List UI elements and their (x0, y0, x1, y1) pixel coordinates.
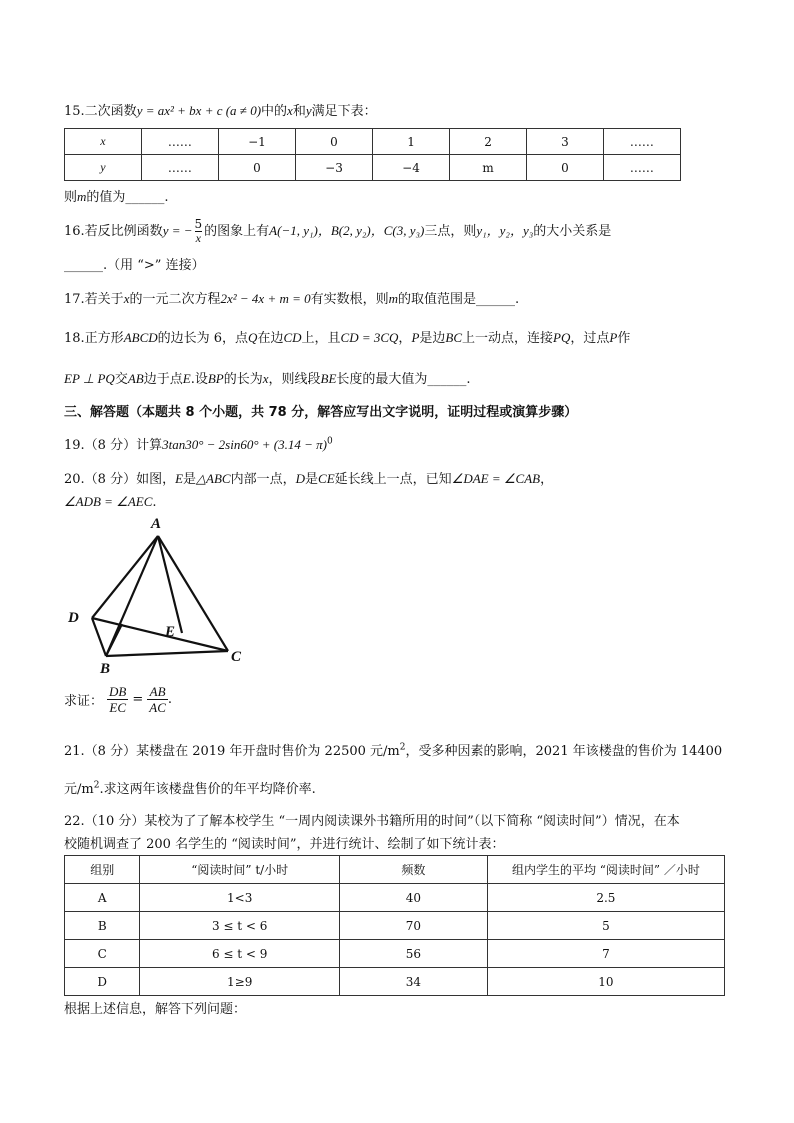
table-cell: x (65, 129, 142, 155)
label-b: B (100, 661, 111, 674)
table-cell: D (65, 968, 140, 996)
q18-text: 上，且 (301, 331, 341, 346)
q16-text-a: 16.若反比例函数 (64, 224, 163, 239)
q18-math: Q (248, 330, 258, 345)
q15-and: 和 (292, 104, 306, 119)
q20-math: D (295, 471, 306, 486)
table-cell: C (65, 940, 140, 968)
q18-text: 18.正方形 (64, 331, 124, 346)
q20-text: ， (540, 472, 554, 487)
q19-prefix: 19.（8 分）计算 (64, 438, 163, 453)
label-e: E (165, 624, 176, 640)
q18-math: EP ⊥ PQ (64, 371, 115, 386)
q20-line1 (64, 468, 553, 487)
table-cell: 10 (487, 968, 724, 996)
table-row (65, 912, 725, 940)
table-cell: −3 (295, 155, 372, 181)
q21-text-c: 元/m (64, 782, 94, 797)
q16-fraction (195, 218, 203, 245)
table-header: “阅读时间” t/小时 (140, 856, 340, 884)
label-c: C (231, 649, 242, 665)
q18-text: ，过点 (570, 331, 610, 346)
q18-text: 在边 (257, 331, 284, 346)
table-header: 频数 (339, 856, 487, 884)
q15-var-y: y (305, 103, 312, 118)
table-cell: A (65, 884, 140, 912)
table-cell: 2 (450, 129, 527, 155)
q20-proof (64, 684, 172, 715)
section-heading: 三、解答题（本题共 8 个小题，共 78 分，解答应写出文字说明，证明过程或演算步骤） (64, 405, 578, 420)
q18-line1 (64, 327, 630, 346)
q20-text: 是 (305, 472, 319, 487)
q17-text-a: 17.若关于 (64, 292, 124, 307)
table-cell: 0 (295, 129, 372, 155)
q18-math: ABCD (123, 330, 158, 345)
q15-answer (64, 186, 169, 205)
q16-points: A(−1, y₁)，B(2, y₂)，C(3, y₃) (269, 223, 425, 238)
q17-text-d: 的取值范围是______. (398, 292, 520, 307)
q18-math: x (262, 371, 269, 386)
q22-line2: 校随机调查了 200 名学生的 “阅读时间”，并进行统计、绘制了如下统计表： (64, 837, 505, 852)
q20-text: 内部一点， (230, 472, 296, 487)
q15-table (64, 128, 681, 181)
table-cell: 1≥9 (140, 968, 340, 996)
q16-text-b: 的图象上有 (204, 224, 270, 239)
q18-text: ， (398, 331, 412, 346)
q20-frac2-den: AC (149, 700, 166, 715)
table-row (65, 129, 681, 155)
q18-math: BC (445, 330, 463, 345)
q21-sup1: 2 (399, 742, 406, 753)
table-cell: 0 (218, 155, 295, 181)
q18-math: CD (283, 330, 302, 345)
label-d: D (68, 610, 79, 626)
q16-frac-num: 5 (194, 217, 203, 231)
q20-line2-end: . (152, 495, 157, 510)
q21-text-b: ，受多种因素的影响，2021 年该楼盘的售价为 14400 (405, 744, 723, 759)
table-row (65, 968, 725, 996)
q20-angle2: ∠ADB = ∠AEC (64, 494, 153, 509)
table-cell: 2.5 (487, 884, 724, 912)
q18-text: 的边长为 6，点 (157, 331, 249, 346)
q18-text: ，则线段 (268, 372, 321, 387)
table-cell: 56 (339, 940, 487, 968)
q20-proof-end: . (167, 692, 173, 707)
q15-text: 15.二次函数 (64, 104, 137, 119)
q16-frac-den: x (195, 231, 201, 245)
segment-db (92, 618, 106, 656)
segment-bc (106, 651, 228, 656)
q20-text: 20.（8 分）如图， (64, 472, 176, 487)
q18-text: 作 (617, 331, 631, 346)
table-cell: 70 (339, 912, 487, 940)
q18-math: BP (207, 371, 224, 386)
table-cell: 40 (339, 884, 487, 912)
q18-line2 (64, 368, 471, 387)
q18-math: AB (127, 371, 144, 386)
q20-frac1-den: EC (109, 700, 126, 715)
table-row (65, 940, 725, 968)
q22-after: 根据上述信息，解答下列问题： (64, 1002, 247, 1017)
segment-be (106, 624, 122, 656)
q17-text-c: 有实数根，则 (310, 292, 389, 307)
q21-sup2: 2 (93, 780, 100, 791)
q17-text-b: 的一元二次方程 (129, 292, 221, 307)
table-cell: −4 (373, 155, 450, 181)
table-header-row (65, 856, 725, 884)
q20-math: ∠DAE = ∠CAB (451, 471, 541, 486)
q16-formula: y = − (162, 223, 193, 238)
q18-text: .设 (190, 372, 208, 387)
q16-text-d: 的大小关系是 (533, 224, 612, 239)
q18-math: BE (320, 371, 337, 386)
table-header: 组别 (65, 856, 140, 884)
q20-eq: = (132, 692, 144, 707)
table-cell: −1 (218, 129, 295, 155)
q16-line2: ______.（用 “>” 连接） (64, 258, 205, 273)
q17-var2: m (388, 291, 399, 306)
q18-math: P (609, 330, 618, 345)
q19-exponent: 0 (327, 436, 333, 447)
q21-text-a: 21.（8 分）某楼盘在 2019 年开盘时售价为 22500 元/m (64, 744, 400, 759)
q18-math: P (411, 330, 420, 345)
table-cell: …… (141, 129, 218, 155)
q20-frac2 (147, 684, 168, 715)
table-cell: m (450, 155, 527, 181)
table-cell: 6 ≤ t < 9 (140, 940, 340, 968)
q20-text: 是 (183, 472, 197, 487)
q16-text-c: 三点，则 (424, 224, 477, 239)
segment-ae (158, 536, 182, 633)
table-cell: 7 (487, 940, 724, 968)
table-cell: 34 (339, 968, 487, 996)
q15-stem (64, 100, 377, 119)
table-cell: B (65, 912, 140, 940)
table-cell: 0 (526, 155, 603, 181)
q18-text: 长度的最大值为______. (336, 372, 471, 387)
q15-answer-var: m (77, 189, 87, 204)
q22-line1: 22.（10 分）某校为了了解本校学生 “一周内阅读课外书籍所用的时间”（以下简称 “阅读时间”）情况，在本 (64, 814, 680, 829)
table-cell: y (65, 155, 142, 181)
table-cell: …… (603, 155, 680, 181)
table-cell: 5 (487, 912, 724, 940)
q18-text: 交 (114, 372, 128, 387)
q20-text: 延长线上一点，已知 (334, 472, 452, 487)
q18-math: CD = 3CQ (340, 330, 399, 345)
q21-line2 (64, 778, 316, 797)
table-cell: 3 ≤ t < 6 (140, 912, 340, 940)
q17-stem (64, 288, 519, 307)
q21-text-d: .求这两年该楼盘售价的年平均降价率. (99, 782, 316, 797)
q20-math: E (175, 471, 184, 486)
segment-ad (92, 536, 158, 618)
table-row (65, 155, 681, 181)
q18-text: 边于点 (143, 372, 183, 387)
q20-figure (64, 514, 254, 674)
q19-stem (64, 434, 333, 453)
segment-dc (92, 618, 228, 651)
q18-text: 的长为 (223, 372, 263, 387)
q20-proof-prefix: 求证： (64, 694, 104, 709)
q18-math: E (182, 371, 191, 386)
q21-line1 (64, 740, 722, 759)
q20-frac1 (107, 684, 128, 715)
q15-formula: y = ax² + bx + c (a ≠ 0) (136, 103, 262, 118)
q15-answer-prefix: 则 (64, 190, 78, 205)
q18-text: 上一动点，连接 (462, 331, 554, 346)
q15-text-mid: 中的 (261, 104, 288, 119)
table-cell: …… (603, 129, 680, 155)
table-header: 组内学生的平均 “阅读时间” ／小时 (487, 856, 724, 884)
q15-text-end: 满足下表： (311, 104, 377, 119)
table-row (65, 884, 725, 912)
q20-frac1-num: DB (109, 684, 127, 699)
q22-table (64, 855, 725, 996)
q17-formula: 2x² − 4x + m = 0 (220, 291, 311, 306)
table-cell: 1 (373, 129, 450, 155)
table-cell: 3 (526, 129, 603, 155)
q16-vars: y₁，y₂，y₃ (476, 223, 534, 238)
q20-math: △ABC (196, 471, 231, 486)
q18-math: PQ (553, 330, 571, 345)
label-a: A (151, 516, 162, 532)
q19-formula: 3tan30° − 2sin60° + (3.14 − π) (162, 437, 327, 452)
table-cell: …… (141, 155, 218, 181)
q16-line1 (64, 218, 611, 245)
q20-line2 (64, 494, 157, 510)
q20-frac2-num: AB (147, 684, 168, 700)
q15-answer-suffix: 的值为______. (86, 190, 169, 205)
q17-var: x (123, 291, 130, 306)
q18-text: 是边 (419, 331, 446, 346)
q15-var-x: x (287, 103, 293, 118)
table-cell: 1<3 (140, 884, 340, 912)
q20-math: CE (318, 471, 335, 486)
